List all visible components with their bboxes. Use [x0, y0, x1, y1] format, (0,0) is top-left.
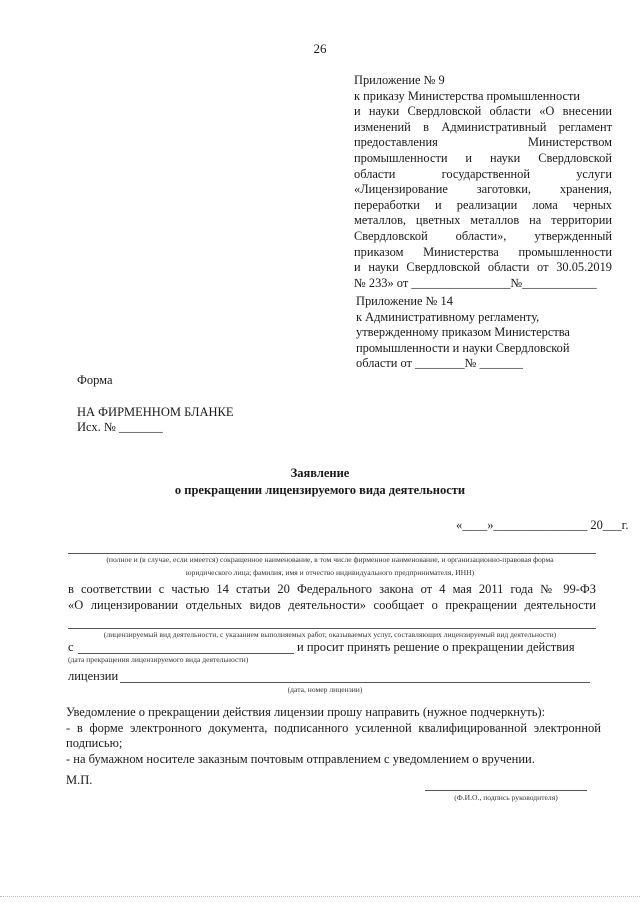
- from-suffix: и просит принять решение о прекращении действия: [297, 640, 575, 654]
- appendix-9-line: к приказу Министерства промышленности: [354, 88, 581, 103]
- date-line: «____»_______________ 20___г.: [456, 518, 629, 532]
- caption-applicant-name: (полное и (в случае, если имеется) сокращенное наименование, в том числе фирменное наименование, и организационно-правовая форма: [106, 555, 554, 564]
- caption-license: (дата, номер лицензии): [287, 685, 363, 694]
- appendix-9-line: переработки и реализации лома черных: [354, 197, 612, 212]
- appendix-9-line: приказом Министерства промышленности: [354, 244, 612, 259]
- caption-activity: (лицензируемый вид деятельности, с указанием выполняемых работ, оказываемых услуг, составляющих лицензируемый вид деятельности): [103, 630, 557, 639]
- appendix-9-line: Приложение № 9: [354, 73, 445, 87]
- page-number: 26: [313, 41, 327, 56]
- appendix-9-line: предоставления Министерством: [354, 135, 612, 150]
- statement-line: «О лицензировании отдельных видов деятельности» сообщает о прекращении деятельности: [68, 597, 596, 612]
- activity-line: [68, 628, 596, 629]
- appendix-9-block: [354, 73, 612, 291]
- appendix-9-line: Свердловской области», утвержденный: [354, 228, 612, 243]
- appendix-14-block: [356, 294, 606, 372]
- appendix-14-line: к Административному регламенту,: [356, 309, 540, 324]
- appendix-14-line: утвержденному приказом Министерства: [356, 325, 570, 340]
- license-line: [120, 682, 590, 683]
- notification-line: Уведомление о прекращении действия лицензии прошу направить (нужное подчеркнуть):: [66, 705, 546, 719]
- appendix-9-line: промышленности и науки Свердловской: [354, 150, 612, 165]
- statement-paragraph: [68, 582, 596, 613]
- appendix-14-line: области от ________№ _______: [356, 356, 523, 371]
- stamp-label: М.П.: [66, 773, 93, 787]
- appendix-14-line: Приложение № 14: [356, 294, 453, 308]
- page-bottom-edge: [0, 896, 640, 897]
- appendix-14-line: промышленности и науки Свердловской: [356, 340, 570, 355]
- license-word: лицензии: [68, 669, 119, 683]
- outgoing-number: Исх. № _______: [77, 420, 163, 434]
- document-subtitle: о прекращении лицензируемого вида деятельности: [174, 483, 466, 497]
- appendix-9-line: № 233» от ________________№____________: [354, 275, 597, 290]
- notification-line: подписью;: [66, 736, 123, 751]
- signature-line: [425, 790, 587, 791]
- appendix-9-line: изменений в Административный регламент: [354, 119, 612, 134]
- form-label: Форма: [77, 373, 113, 387]
- letterhead-label: НА ФИРМЕННОМ БЛАНКЕ: [77, 405, 234, 419]
- stop-date-line: [78, 653, 294, 654]
- applicant-name-line: [68, 553, 596, 554]
- caption-stop-date: (дата прекращения лицензируемого вида деятельности): [68, 655, 249, 664]
- appendix-9-line: «Лицензирование заготовки, хранения,: [354, 182, 612, 197]
- appendix-9-line: области государственной услуги: [354, 166, 612, 181]
- notification-line: - в форме электронного документа, подписанного усиленной квалифицированной электронной: [66, 720, 601, 735]
- appendix-9-line: и науки Свердловской области от 30.05.2019: [354, 260, 612, 275]
- notification-line: - на бумажном носителе заказным почтовым отправлением с уведомлением о вручении.: [66, 751, 535, 766]
- from-prefix: с: [68, 640, 74, 654]
- caption-signature: (Ф.И.О., подпись руководителя): [454, 793, 558, 802]
- statement-line: в соответствии с частью 14 статьи 20 Федерального закона от 4 мая 2011 года № 99-ФЗ: [68, 582, 596, 596]
- appendix-9-line: и науки Свердловской области «О внесении: [354, 104, 612, 119]
- caption-applicant-name-2: юридического лица; фамилия, имя и отчество индивидуального предпринимателя, ИНН): [185, 568, 475, 577]
- notification-block: [66, 705, 601, 767]
- document-title: Заявление: [290, 466, 350, 480]
- appendix-9-line: металлов, цветных металлов на территории: [354, 213, 612, 228]
